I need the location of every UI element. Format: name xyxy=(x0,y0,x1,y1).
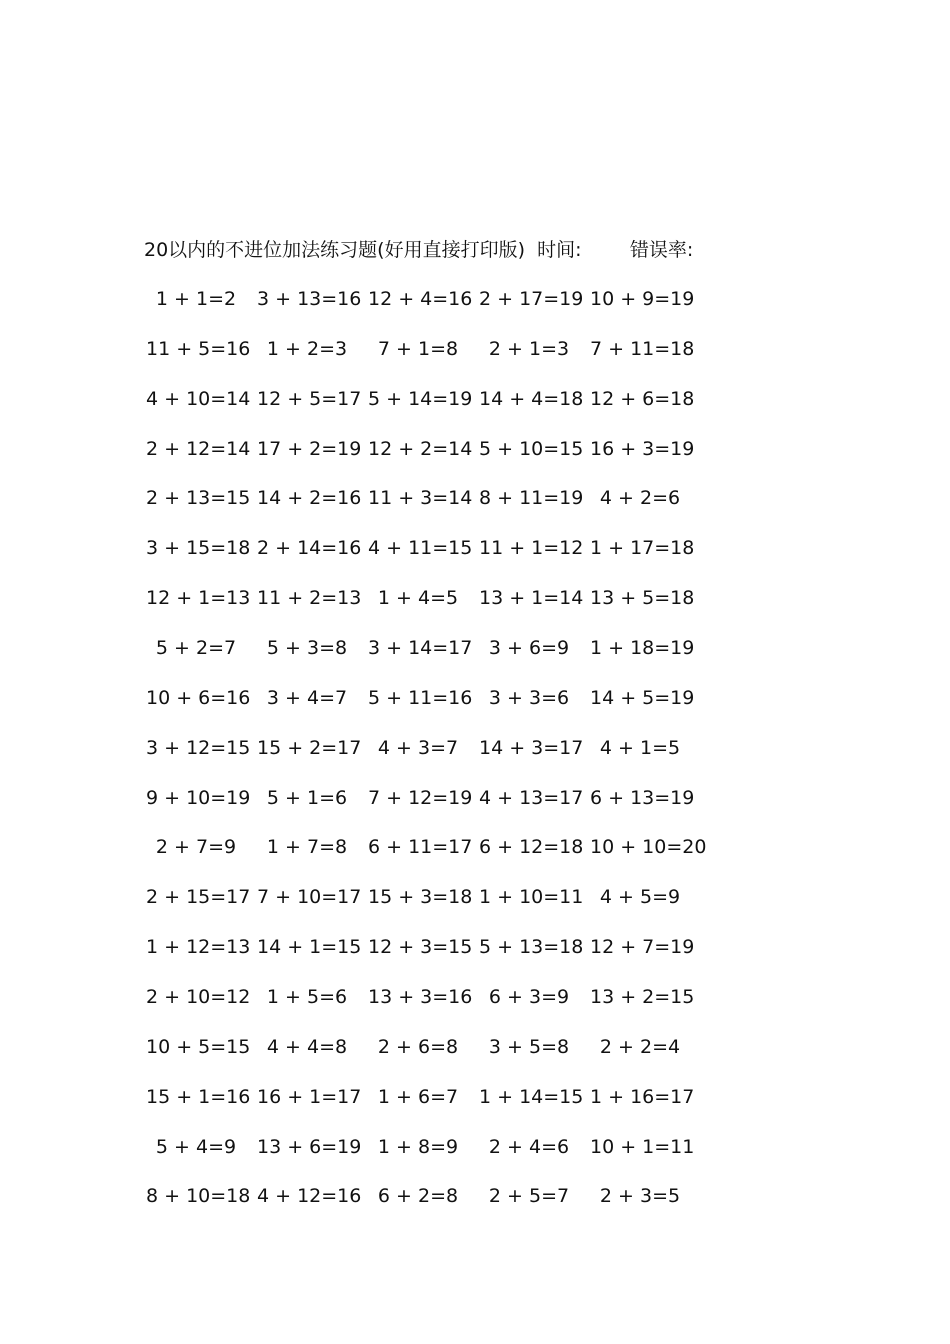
problem-row xyxy=(0,284,950,314)
addition-problem: 13 + 5=18 xyxy=(590,587,695,610)
addition-problem: 12 + 1=13 xyxy=(146,587,251,610)
addition-problem: 4 + 3=7 xyxy=(377,736,459,759)
error-rate-label: 错误率: xyxy=(629,239,694,261)
addition-problem: 2 + 13=15 xyxy=(146,487,251,510)
problem-row xyxy=(0,1181,950,1211)
addition-problem: 15 + 2=17 xyxy=(257,736,362,759)
addition-problem: 11 + 2=13 xyxy=(257,587,362,610)
problem-row xyxy=(0,1032,950,1062)
addition-problem: 16 + 1=17 xyxy=(257,1085,362,1108)
addition-problem: 2 + 12=14 xyxy=(146,437,251,460)
addition-problem: 1 + 16=17 xyxy=(590,1085,695,1108)
addition-problem: 14 + 3=17 xyxy=(479,736,584,759)
addition-problem: 5 + 2=7 xyxy=(155,637,237,659)
addition-problem: 13 + 1=14 xyxy=(479,587,584,610)
label-gap xyxy=(582,239,630,261)
problem-row xyxy=(0,334,950,364)
addition-problem: 1 + 17=18 xyxy=(590,537,695,560)
addition-problem: 1 + 7=8 xyxy=(266,836,348,859)
addition-problem: 7 + 10=17 xyxy=(257,886,362,909)
addition-problem: 4 + 2=6 xyxy=(599,487,681,510)
addition-problem: 3 + 5=8 xyxy=(488,1035,570,1058)
addition-problem: 2 + 10=12 xyxy=(146,985,251,1008)
addition-problem: 14 + 4=18 xyxy=(479,387,584,410)
addition-problem: 8 + 10=18 xyxy=(146,1185,251,1208)
addition-problem: 12 + 7=19 xyxy=(590,936,695,959)
addition-problem: 11 + 3=14 xyxy=(368,487,473,510)
addition-problem: 13 + 3=16 xyxy=(368,985,473,1008)
problem-row xyxy=(0,1132,950,1162)
problem-row xyxy=(0,932,950,962)
addition-problem: 12 + 5=17 xyxy=(257,387,362,410)
addition-problem: 14 + 5=19 xyxy=(590,686,695,709)
addition-problem: 4 + 12=16 xyxy=(257,1185,362,1208)
addition-problem: 5 + 1=6 xyxy=(266,786,348,809)
problem-row xyxy=(0,483,950,513)
addition-problem: 2 + 4=6 xyxy=(488,1135,570,1158)
addition-problem: 4 + 5=9 xyxy=(599,886,681,909)
addition-problem: 2 + 1=3 xyxy=(488,337,570,360)
addition-problem: 3 + 4=7 xyxy=(266,686,348,709)
title-gap xyxy=(525,239,537,261)
addition-problem: 1 + 5=6 xyxy=(266,985,348,1008)
addition-problem: 12 + 4=16 xyxy=(368,288,473,310)
addition-problem: 12 + 2=14 xyxy=(368,437,473,460)
addition-problem: 5 + 11=16 xyxy=(368,686,473,709)
addition-problem: 3 + 6=9 xyxy=(488,637,570,659)
addition-problem: 6 + 13=19 xyxy=(590,786,695,809)
addition-problem: 4 + 11=15 xyxy=(368,537,473,560)
addition-problem: 4 + 10=14 xyxy=(146,387,251,410)
addition-problem: 3 + 13=16 xyxy=(257,288,362,310)
addition-problem: 1 + 14=15 xyxy=(479,1085,584,1108)
addition-problem: 3 + 12=15 xyxy=(146,736,251,759)
addition-problem: 15 + 1=16 xyxy=(146,1085,251,1108)
addition-problem: 12 + 3=15 xyxy=(368,936,473,959)
addition-problem: 4 + 13=17 xyxy=(479,786,584,809)
addition-problem: 1 + 8=9 xyxy=(377,1135,459,1158)
problem-row xyxy=(0,1082,950,1112)
addition-problem: 1 + 12=13 xyxy=(146,936,251,959)
title-text: 20以内的不进位加法练习题(好用直接打印版) xyxy=(144,239,526,261)
problem-row xyxy=(0,733,950,763)
time-label: 时间: xyxy=(537,239,582,261)
problem-row xyxy=(0,533,950,563)
problem-row xyxy=(0,683,950,713)
addition-problem: 3 + 15=18 xyxy=(146,537,251,560)
addition-problem: 2 + 6=8 xyxy=(377,1035,459,1058)
addition-problem: 14 + 2=16 xyxy=(257,487,362,510)
problem-row xyxy=(0,882,950,912)
addition-problem: 8 + 11=19 xyxy=(479,487,584,510)
addition-problem: 2 + 17=19 xyxy=(479,288,584,310)
addition-problem: 6 + 11=17 xyxy=(368,836,473,859)
addition-problem: 16 + 3=19 xyxy=(590,437,695,460)
worksheet-title xyxy=(144,236,693,264)
addition-problem: 10 + 1=11 xyxy=(590,1135,695,1158)
addition-problem: 6 + 12=18 xyxy=(479,836,584,859)
addition-problem: 7 + 12=19 xyxy=(368,786,473,809)
addition-problem: 10 + 9=19 xyxy=(590,288,695,310)
addition-problem: 5 + 13=18 xyxy=(479,936,584,959)
addition-problem: 9 + 10=19 xyxy=(146,786,251,809)
problem-row xyxy=(0,783,950,813)
addition-problem: 4 + 4=8 xyxy=(266,1035,348,1058)
addition-problem: 10 + 5=15 xyxy=(146,1035,251,1058)
addition-problem: 1 + 18=19 xyxy=(590,637,695,659)
addition-problem: 17 + 2=19 xyxy=(257,437,362,460)
addition-problem: 1 + 4=5 xyxy=(377,587,459,610)
addition-problem: 7 + 1=8 xyxy=(377,337,459,360)
addition-problem: 1 + 2=3 xyxy=(266,337,348,360)
addition-problem: 15 + 3=18 xyxy=(368,886,473,909)
addition-problem: 13 + 6=19 xyxy=(257,1135,362,1158)
addition-problem: 2 + 15=17 xyxy=(146,886,251,909)
addition-problem: 3 + 3=6 xyxy=(488,686,570,709)
addition-problem: 5 + 10=15 xyxy=(479,437,584,460)
addition-problem: 3 + 14=17 xyxy=(368,637,473,659)
addition-problem: 4 + 1=5 xyxy=(599,736,681,759)
addition-problem: 11 + 1=12 xyxy=(479,537,584,560)
addition-problem: 2 + 14=16 xyxy=(257,537,362,560)
problem-row xyxy=(0,832,950,862)
addition-problem: 1 + 1=2 xyxy=(155,288,237,310)
addition-problem: 5 + 4=9 xyxy=(155,1135,237,1158)
addition-problem: 10 + 6=16 xyxy=(146,686,251,709)
problem-row xyxy=(0,633,950,663)
problem-row xyxy=(0,583,950,613)
addition-problem: 5 + 3=8 xyxy=(266,637,348,659)
addition-problem: 6 + 2=8 xyxy=(377,1185,459,1208)
addition-problem: 1 + 10=11 xyxy=(479,886,584,909)
problem-row xyxy=(0,384,950,414)
addition-problem: 11 + 5=16 xyxy=(146,337,251,360)
addition-problem: 13 + 2=15 xyxy=(590,985,695,1008)
problem-row xyxy=(0,982,950,1012)
addition-problem: 1 + 6=7 xyxy=(377,1085,459,1108)
problem-row xyxy=(0,434,950,464)
addition-problem: 7 + 11=18 xyxy=(590,337,695,360)
addition-problem: 6 + 3=9 xyxy=(488,985,570,1008)
addition-problem: 2 + 5=7 xyxy=(488,1185,570,1208)
addition-problem: 5 + 14=19 xyxy=(368,387,473,410)
addition-problem: 14 + 1=15 xyxy=(257,936,362,959)
addition-problem: 12 + 6=18 xyxy=(590,387,695,410)
addition-problem: 2 + 2=4 xyxy=(599,1035,681,1058)
addition-problem: 2 + 3=5 xyxy=(599,1185,681,1208)
addition-problem: 2 + 7=9 xyxy=(155,836,237,859)
addition-problem: 10 + 10=20 xyxy=(590,836,707,859)
